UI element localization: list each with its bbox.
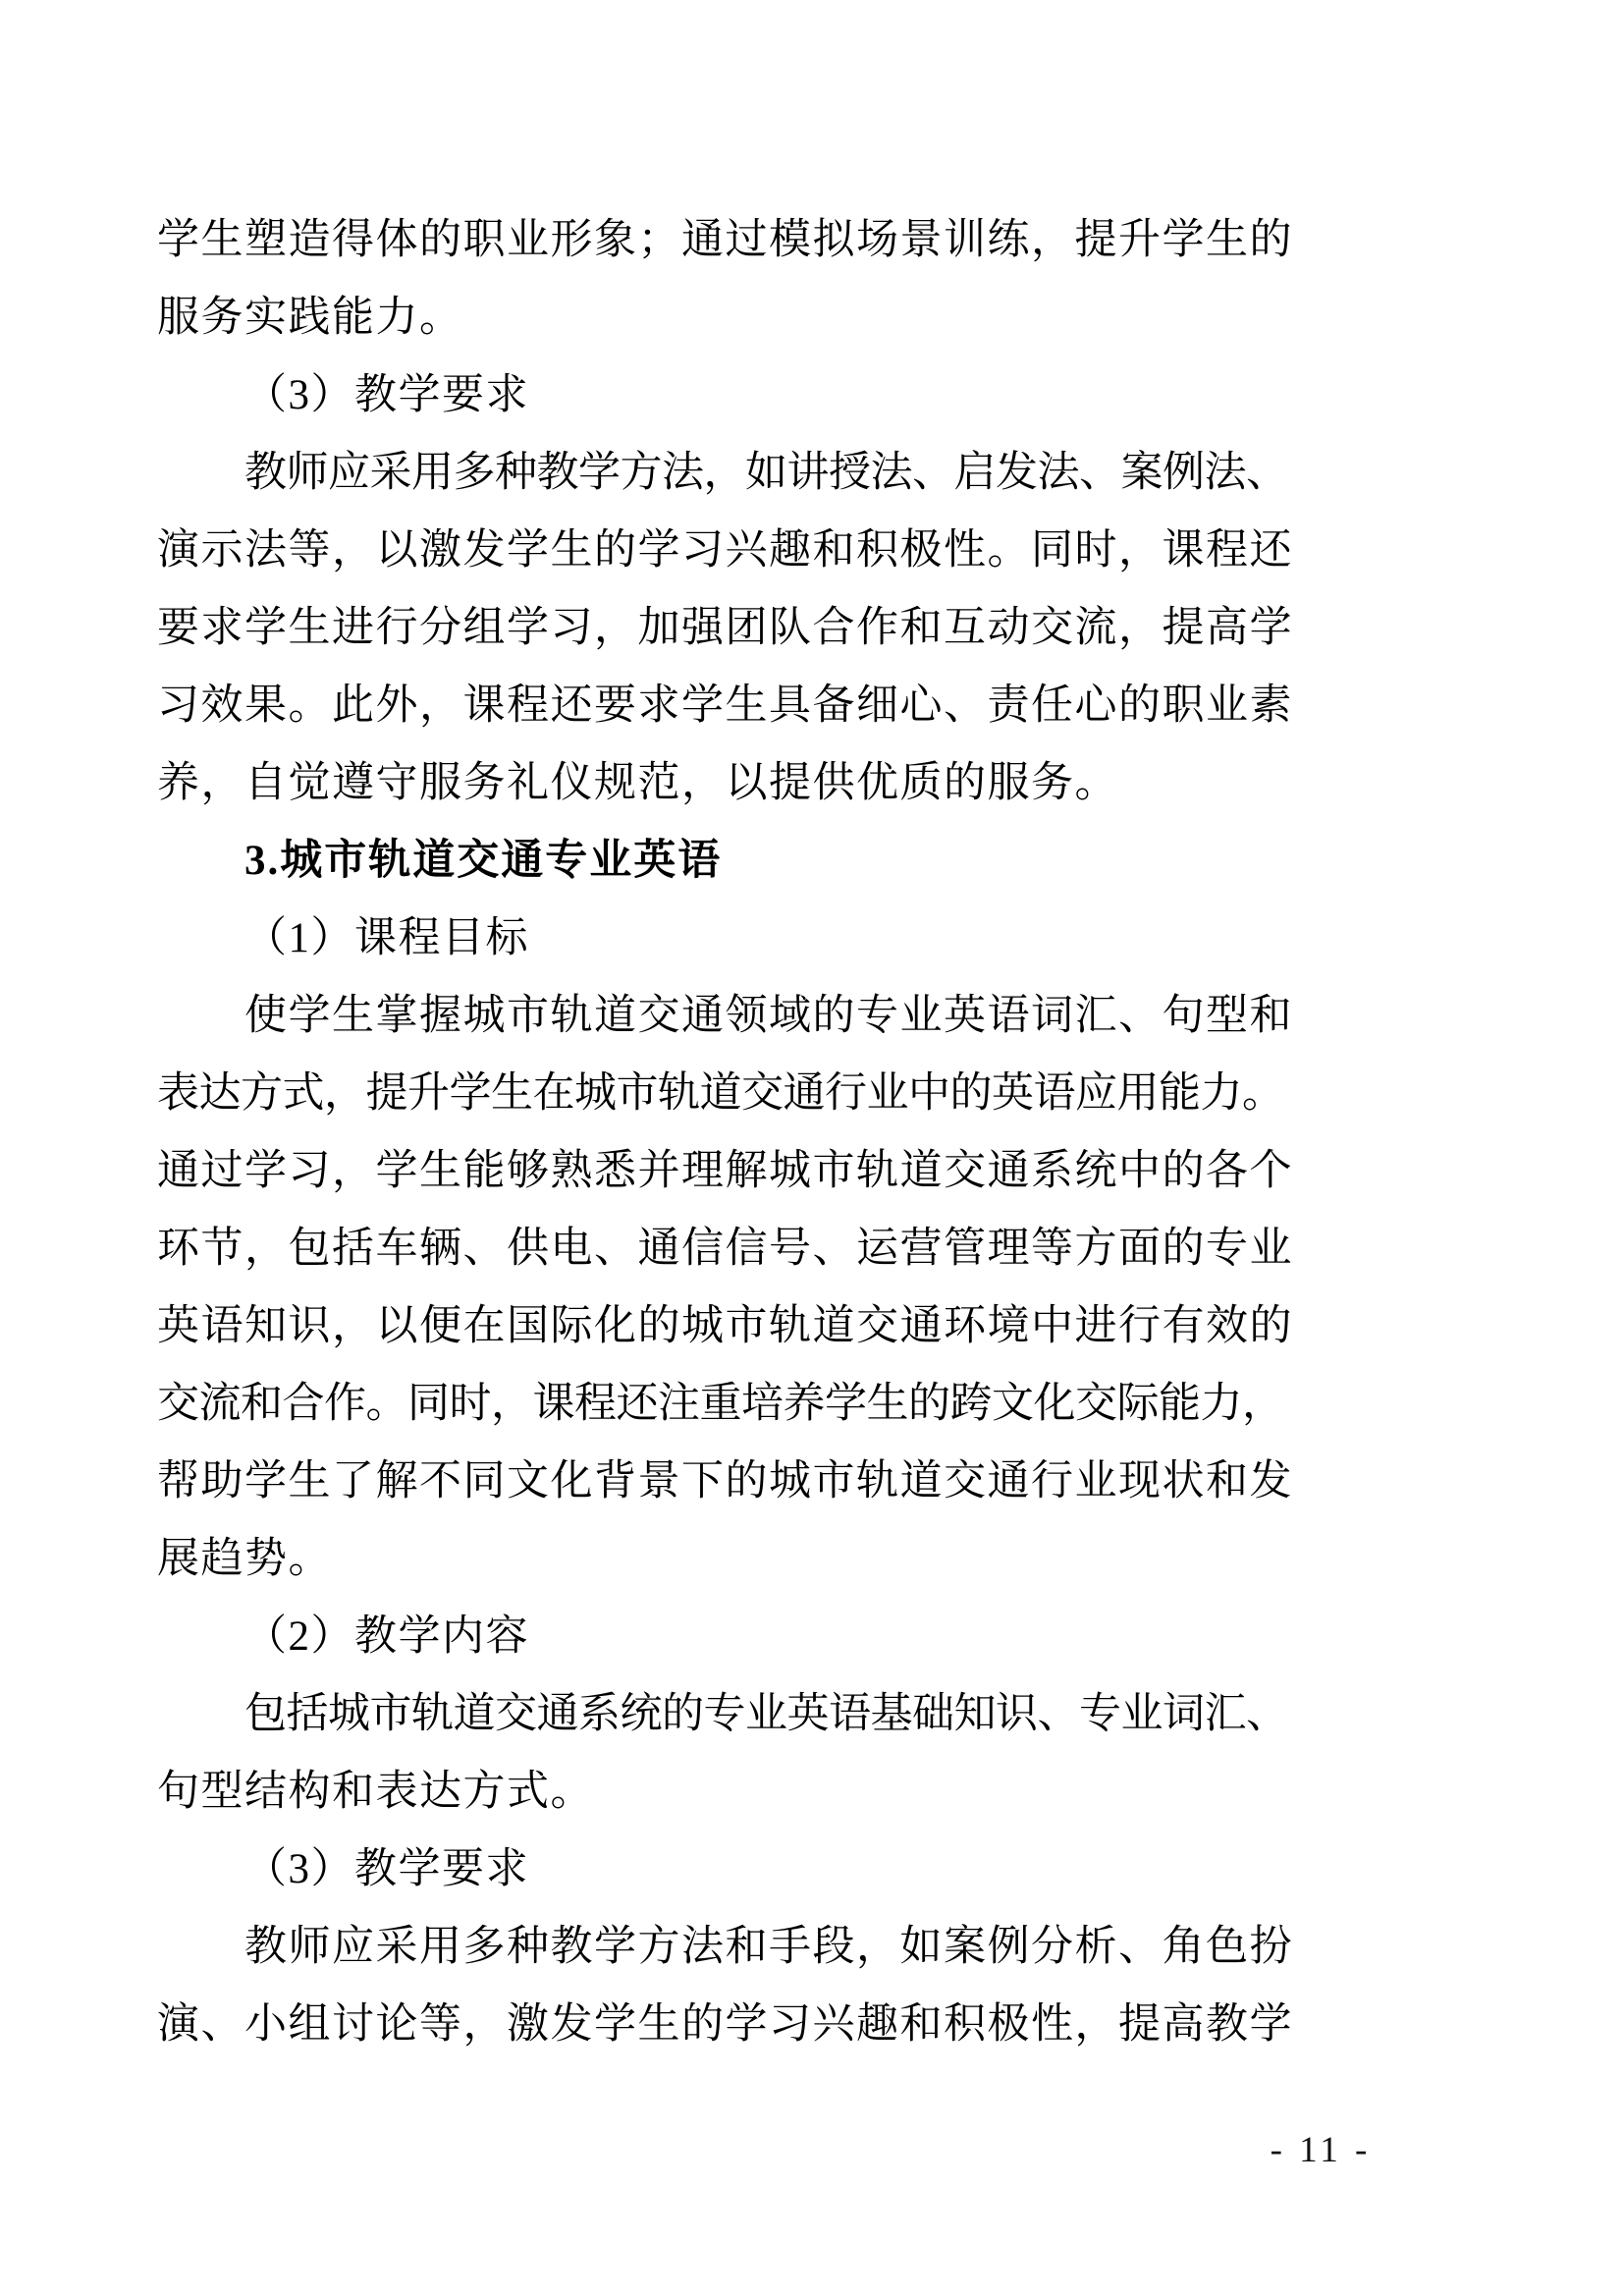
text-line: 教师应采用多种教学方法，如讲授法、启发法、案例法、 [244,450,1288,496]
subheading: （1）课程目标 [244,915,529,961]
text-line: 学生塑造得体的职业形象；通过模拟场景训练，提升学生的 [157,217,1293,263]
text-line: 英语知识，以便在国际化的城市轨道交通环境中进行有效的 [157,1303,1293,1349]
page-number: - 11 - [1270,2130,1372,2170]
subheading: （2）教学内容 [244,1613,529,1660]
text-line: 帮助学生了解不同文化背景下的城市轨道交通行业现状和发 [157,1458,1293,1504]
section-heading: 3.城市轨道交通专业英语 [244,838,723,884]
text-line: 养，自觉遵守服务礼仪规范，以提供优质的服务。 [157,760,1118,806]
text-line: 表达方式，提升学生在城市轨道交通行业中的英语应用能力。 [157,1070,1284,1117]
text-line: 环节，包括车辆、供电、通信信号、运营管理等方面的专业 [157,1226,1293,1272]
text-line: 演示法等，以激发学生的学习兴趣和积极性。同时，课程还 [157,527,1293,574]
text-line: 句型结构和表达方式。 [157,1769,594,1815]
subheading: （3）教学要求 [244,1846,529,1892]
text-line: 通过学习，学生能够熟悉并理解城市轨道交通系统中的各个 [157,1148,1293,1194]
text-line: 演、小组讨论等，激发学生的学习兴趣和积极性，提高教学 [157,2001,1293,2048]
subheading: （3）教学要求 [244,372,529,418]
text-line: 展趋势。 [157,1536,332,1582]
text-line: 包括城市轨道交通系统的专业英语基础知识、专业词汇、 [244,1691,1288,1737]
text-line: 教师应采用多种教学方法和手段，如案例分析、角色扮 [244,1924,1293,1970]
document-body [157,201,1316,2063]
text-line: 服务实践能力。 [157,295,463,341]
text-line: 交流和合作。同时，课程还注重培养学生的跨文化交际能力， [157,1381,1284,1427]
text-line: 习效果。此外，课程还要求学生具备细心、责任心的职业素 [157,683,1293,729]
text-line: 要求学生进行分组学习，加强团队合作和互动交流，提高学 [157,605,1293,651]
text-line: 使学生掌握城市轨道交通领域的专业英语词汇、句型和 [244,993,1293,1039]
